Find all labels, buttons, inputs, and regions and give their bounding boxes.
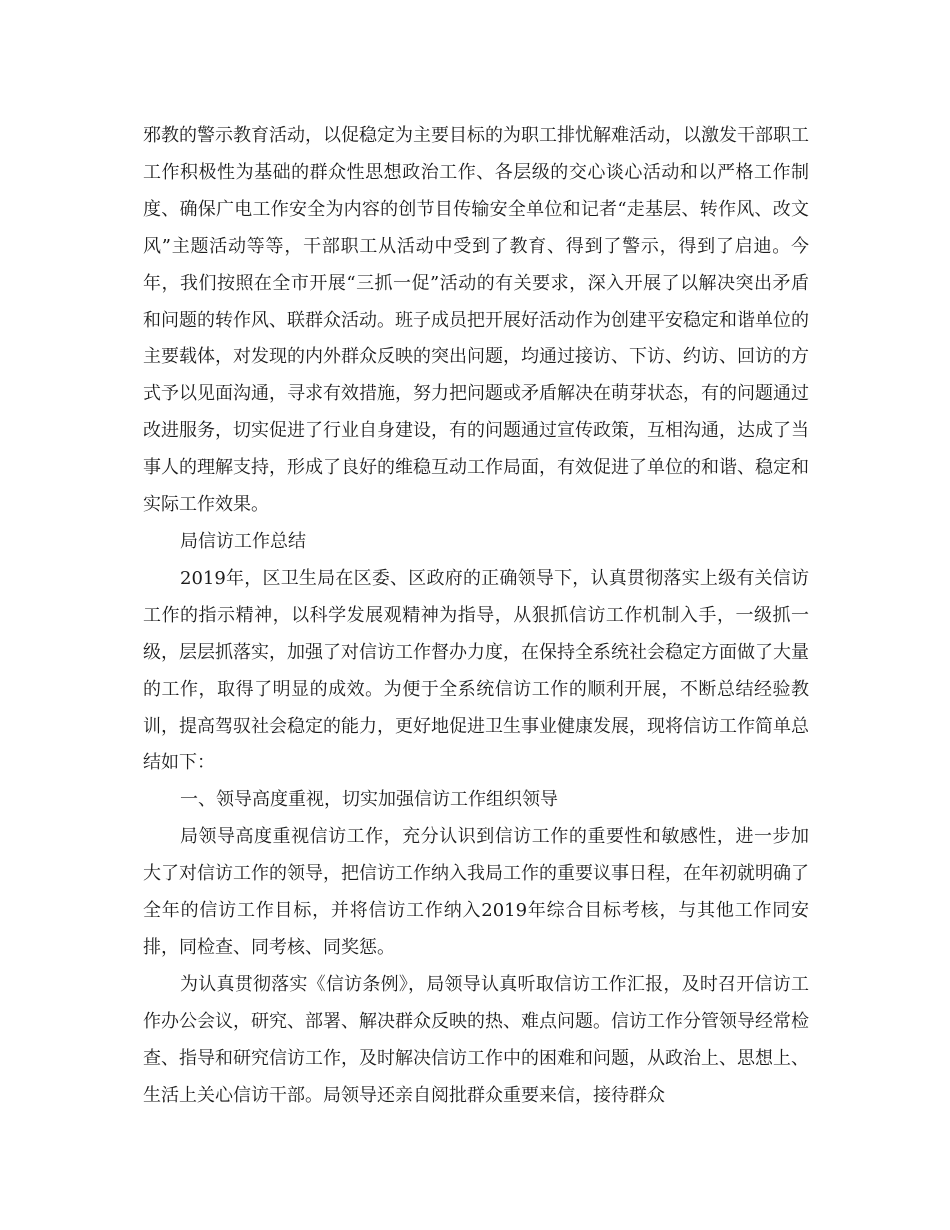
section-heading-1: 一、领导高度重视，切实加强信访工作组织领导 — [180, 789, 558, 811]
paragraph-2: 2019年，区卫生局在区委、区政府的正确领导下，认真贯彻落实上级有关信访工作的指示精神，以科学发展观精神为指导，从狠抓信访工作机制入手，一级抓一级，层层抓落实，加强了对信访工作督办力度，在保持全系统社会稳定方面做了大量的工作，取得了明显的成效。为便于全系统信访工作的顺利开展，不断总结经验教训，提高驾驭社会稳定的能力，更好地促进卫生事业健康发展，现将信访工作简单总结如下： — [143, 567, 809, 774]
paragraph-3: 局领导高度重视信访工作，充分认识到信访工作的重要性和敏感性，进一步加大了对信访工作的领导，把信访工作纳入我局工作的重要议事日程，在年初就明确了全年的信访工作目标，并将信访工作纳入2019年综合目标考核，与其他工作同安排，同检查、同考核、同奖惩。 — [143, 826, 809, 958]
document-body — [143, 118, 809, 1114]
paragraph-4: 为认真贯彻落实《信访条例》，局领导认真听取信访工作汇报，及时召开信访工作办公会议，研究、部署、解决群众反映的热、难点问题。信访工作分管领导经常检查、指导和研究信访工作，及时解决信访工作中的困难和问题，从政治上、思想上、生活上关心信访干部。局领导还亲自阅批群众重要来信，接待群众 — [143, 973, 809, 1106]
paragraph-1: 邪教的警示教育活动，以促稳定为主要目标的为职工排忧解难活动，以激发干部职工工作积极性为基础的群众性思想政治工作、各层级的交心谈心活动和以严格工作制度、确保广电工作安全为内容的创节目传输安全单位和记者“走基层、转作风、改文风”主题活动等等，干部职工从活动中受到了教育、得到了警示，得到了启迪。今年，我们按照在全市开展“三抓一促”活动的有关要求，深入开展了以解决突出矛盾和问题的转作风、联群众活动。班子成员把开展好活动作为创建平安稳定和谐单位的主要载体，对发现的内外群众反映的突出问题，均通过接访、下访、约访、回访的方式予以见面沟通，寻求有效措施，努力把问题或矛盾解决在萌芽状态，有的问题通过改进服务，切实促进了行业自身建设，有的问题通过宣传政策，互相沟通，达成了当事人的理解支持，形成了良好的维稳互动工作局面，有效促进了单位的和谐、稳定和实际工作效果。 — [143, 125, 809, 516]
section-title-summary: 局信访工作总结 — [180, 530, 306, 552]
